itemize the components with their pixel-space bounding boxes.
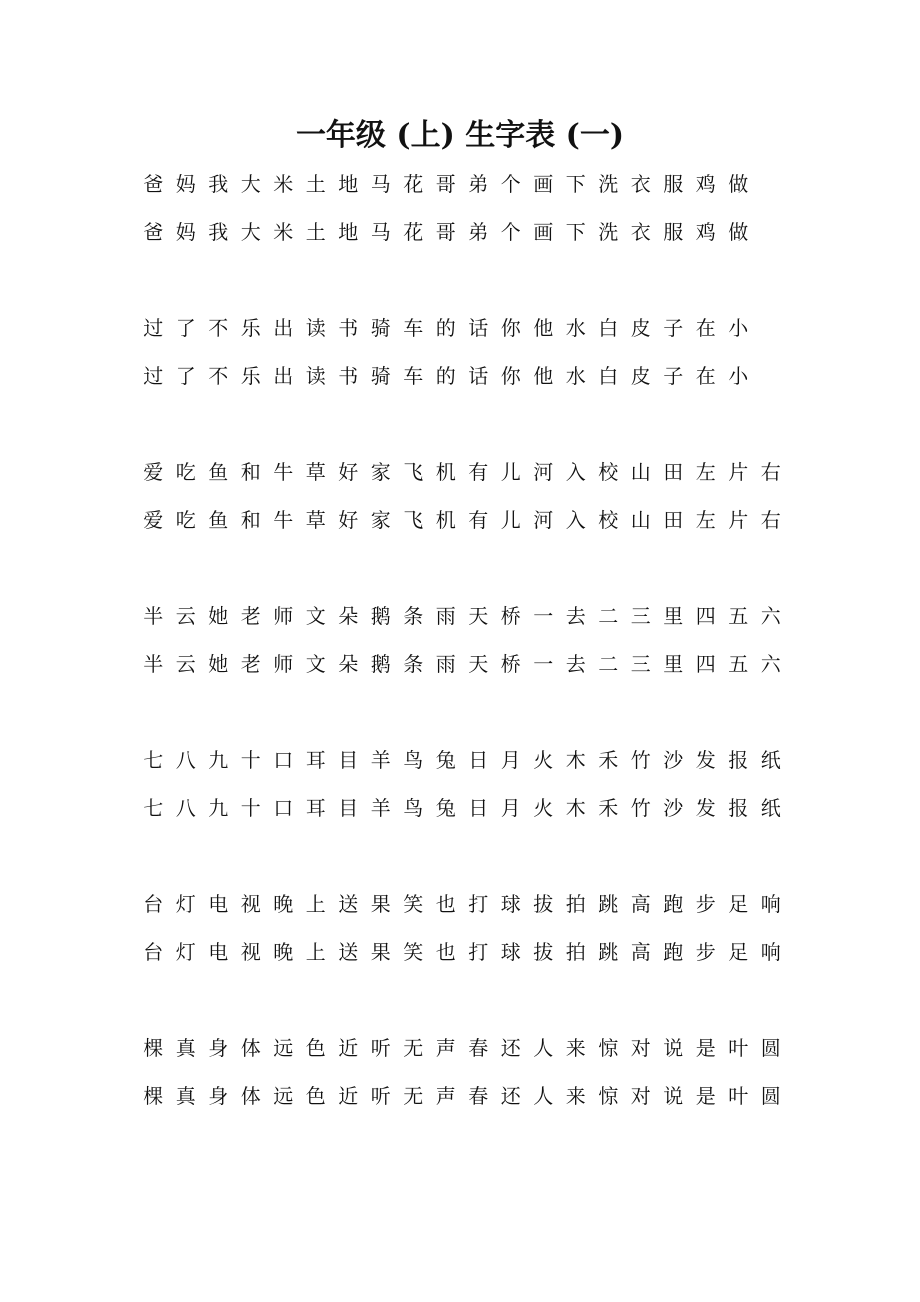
- character: 跳: [598, 892, 619, 916]
- character: 视: [240, 892, 261, 916]
- character-row: [137, 600, 787, 632]
- character-row: [137, 1032, 787, 1064]
- character: 声: [435, 1084, 456, 1108]
- character: 晚: [273, 940, 294, 964]
- character: 和: [240, 460, 261, 484]
- character: 骑: [370, 364, 391, 388]
- character: 打: [468, 892, 489, 916]
- character: 爱: [143, 460, 164, 484]
- character: 沙: [663, 748, 684, 772]
- character: 真: [175, 1036, 196, 1060]
- character: 打: [468, 940, 489, 964]
- character: 还: [500, 1036, 521, 1060]
- character: 水: [565, 316, 586, 340]
- character: 出: [273, 364, 294, 388]
- character: 兔: [435, 748, 456, 772]
- character: 四: [695, 604, 716, 628]
- character: 目: [338, 748, 359, 772]
- character: 读: [305, 364, 326, 388]
- character: 草: [305, 460, 326, 484]
- character: 过: [143, 316, 164, 340]
- character: 大: [240, 172, 261, 196]
- character: 五: [728, 604, 749, 628]
- character: 步: [695, 892, 716, 916]
- character: 身: [208, 1036, 229, 1060]
- character: 不: [208, 364, 229, 388]
- character: 过: [143, 364, 164, 388]
- character: 一: [533, 604, 554, 628]
- character: 话: [468, 316, 489, 340]
- character: 里: [663, 604, 684, 628]
- character: 爱: [143, 508, 164, 532]
- character: 你: [500, 364, 521, 388]
- character: 好: [338, 460, 359, 484]
- character: 禾: [598, 748, 619, 772]
- character: 身: [208, 1084, 229, 1108]
- character: 灯: [175, 892, 196, 916]
- character: 视: [240, 940, 261, 964]
- character: 春: [468, 1036, 489, 1060]
- character-table: [137, 168, 787, 1176]
- character: 纸: [760, 796, 781, 820]
- character: 哥: [435, 220, 456, 244]
- character: 鱼: [208, 460, 229, 484]
- character: 晚: [273, 892, 294, 916]
- character: 入: [565, 508, 586, 532]
- character: 他: [533, 364, 554, 388]
- character: 个: [500, 172, 521, 196]
- character: 田: [663, 460, 684, 484]
- character: 电: [208, 892, 229, 916]
- character: 声: [435, 1036, 456, 1060]
- character: 报: [728, 748, 749, 772]
- character: 来: [565, 1036, 586, 1060]
- character: 球: [500, 892, 521, 916]
- character: 六: [760, 652, 781, 676]
- character: 色: [305, 1036, 326, 1060]
- character: 不: [208, 316, 229, 340]
- character: 洗: [598, 172, 619, 196]
- character-group: [137, 1032, 787, 1129]
- character: 弟: [468, 220, 489, 244]
- character: 花: [403, 220, 424, 244]
- character: 叶: [728, 1036, 749, 1060]
- character-group: [137, 600, 787, 697]
- character: 马: [370, 220, 391, 244]
- character: 在: [695, 364, 716, 388]
- character: 做: [728, 172, 749, 196]
- character: 的: [435, 364, 456, 388]
- character-row: [137, 936, 787, 968]
- character: 吃: [175, 508, 196, 532]
- character: 河: [533, 508, 554, 532]
- character-row: [137, 216, 787, 248]
- character: 入: [565, 460, 586, 484]
- character-row: [137, 744, 787, 776]
- character: 皮: [630, 316, 651, 340]
- character: 雨: [435, 604, 456, 628]
- character: 鸡: [695, 220, 716, 244]
- character: 笑: [403, 892, 424, 916]
- character: 你: [500, 316, 521, 340]
- character: 机: [435, 460, 456, 484]
- character: 校: [598, 460, 619, 484]
- character: 飞: [403, 460, 424, 484]
- character: 地: [338, 172, 359, 196]
- character: 地: [338, 220, 359, 244]
- character: 竹: [630, 748, 651, 772]
- character: 话: [468, 364, 489, 388]
- character: 足: [728, 892, 749, 916]
- page-title: 一年级 (上) 生字表 (一): [295, 118, 625, 153]
- character: 听: [370, 1036, 391, 1060]
- character: 衣: [630, 172, 651, 196]
- character: 远: [273, 1036, 294, 1060]
- character: 她: [208, 652, 229, 676]
- character: 右: [760, 508, 781, 532]
- character: 桥: [500, 652, 521, 676]
- character: 三: [630, 652, 651, 676]
- character: 八: [175, 796, 196, 820]
- character: 和: [240, 508, 261, 532]
- character: 人: [533, 1084, 554, 1108]
- character: 十: [240, 796, 261, 820]
- character: 好: [338, 508, 359, 532]
- character: 哥: [435, 172, 456, 196]
- character: 山: [630, 508, 651, 532]
- character: 是: [695, 1036, 716, 1060]
- character: 火: [533, 796, 554, 820]
- character: 我: [208, 172, 229, 196]
- character: 有: [468, 508, 489, 532]
- character: 鱼: [208, 508, 229, 532]
- character-group: [137, 456, 787, 553]
- character: 是: [695, 1084, 716, 1108]
- character-row: [137, 312, 787, 344]
- character: 飞: [403, 508, 424, 532]
- character: 鹅: [370, 652, 391, 676]
- character: 乐: [240, 364, 261, 388]
- character: 米: [273, 172, 294, 196]
- character-group: [137, 312, 787, 409]
- character: 左: [695, 460, 716, 484]
- character: 右: [760, 460, 781, 484]
- character: 色: [305, 1084, 326, 1108]
- character: 车: [403, 364, 424, 388]
- character: 服: [663, 172, 684, 196]
- character: 目: [338, 796, 359, 820]
- character-row: [137, 168, 787, 200]
- character: 吃: [175, 460, 196, 484]
- character: 了: [175, 316, 196, 340]
- character-group: [137, 168, 787, 265]
- character: 日: [468, 796, 489, 820]
- character: 圆: [760, 1036, 781, 1060]
- character: 去: [565, 652, 586, 676]
- character: 画: [533, 172, 554, 196]
- character: 鸟: [403, 748, 424, 772]
- character: 纸: [760, 748, 781, 772]
- character: 片: [728, 460, 749, 484]
- character: 台: [143, 940, 164, 964]
- character: 也: [435, 940, 456, 964]
- character: 云: [175, 652, 196, 676]
- character: 说: [663, 1036, 684, 1060]
- character: 他: [533, 316, 554, 340]
- character: 无: [403, 1084, 424, 1108]
- character: 九: [208, 796, 229, 820]
- character: 说: [663, 1084, 684, 1108]
- character: 半: [143, 652, 164, 676]
- character: 三: [630, 604, 651, 628]
- character: 也: [435, 892, 456, 916]
- character: 有: [468, 460, 489, 484]
- character: 牛: [273, 460, 294, 484]
- character: 八: [175, 748, 196, 772]
- character: 月: [500, 748, 521, 772]
- character: 体: [240, 1036, 261, 1060]
- character: 条: [403, 652, 424, 676]
- character: 口: [273, 796, 294, 820]
- character: 发: [695, 796, 716, 820]
- character: 日: [468, 748, 489, 772]
- character: 田: [663, 508, 684, 532]
- character: 儿: [500, 460, 521, 484]
- character: 云: [175, 604, 196, 628]
- character: 上: [305, 940, 326, 964]
- character: 羊: [370, 796, 391, 820]
- character: 发: [695, 748, 716, 772]
- character: 木: [565, 748, 586, 772]
- character: 小: [728, 316, 749, 340]
- character: 车: [403, 316, 424, 340]
- character: 对: [630, 1036, 651, 1060]
- character: 跳: [598, 940, 619, 964]
- character: 土: [305, 220, 326, 244]
- character: 文: [305, 652, 326, 676]
- character: 步: [695, 940, 716, 964]
- character: 朵: [338, 652, 359, 676]
- character-row: [137, 888, 787, 920]
- character: 山: [630, 460, 651, 484]
- character: 棵: [143, 1084, 164, 1108]
- character: 天: [468, 604, 489, 628]
- character: 跑: [663, 892, 684, 916]
- character: 耳: [305, 796, 326, 820]
- character: 九: [208, 748, 229, 772]
- character: 报: [728, 796, 749, 820]
- character-row: [137, 792, 787, 824]
- character: 来: [565, 1084, 586, 1108]
- character: 台: [143, 892, 164, 916]
- character: 沙: [663, 796, 684, 820]
- character: 响: [760, 940, 781, 964]
- character: 的: [435, 316, 456, 340]
- character: 妈: [175, 172, 196, 196]
- character: 书: [338, 364, 359, 388]
- character: 老: [240, 604, 261, 628]
- character: 木: [565, 796, 586, 820]
- character: 听: [370, 1084, 391, 1108]
- character: 水: [565, 364, 586, 388]
- character-row: [137, 504, 787, 536]
- character: 一: [533, 652, 554, 676]
- character: 米: [273, 220, 294, 244]
- character: 五: [728, 652, 749, 676]
- character: 在: [695, 316, 716, 340]
- character: 灯: [175, 940, 196, 964]
- character: 笑: [403, 940, 424, 964]
- character: 电: [208, 940, 229, 964]
- character: 真: [175, 1084, 196, 1108]
- character: 老: [240, 652, 261, 676]
- character: 近: [338, 1036, 359, 1060]
- character: 果: [370, 940, 391, 964]
- character: 我: [208, 220, 229, 244]
- character: 拍: [565, 940, 586, 964]
- character: 月: [500, 796, 521, 820]
- character: 师: [273, 652, 294, 676]
- character: 火: [533, 748, 554, 772]
- character: 白: [598, 364, 619, 388]
- character: 六: [760, 604, 781, 628]
- character: 服: [663, 220, 684, 244]
- character: 拔: [533, 892, 554, 916]
- character: 个: [500, 220, 521, 244]
- character: 上: [305, 892, 326, 916]
- character-group: [137, 744, 787, 841]
- character: 片: [728, 508, 749, 532]
- character: 拍: [565, 892, 586, 916]
- character: 高: [630, 892, 651, 916]
- character: 球: [500, 940, 521, 964]
- character: 送: [338, 940, 359, 964]
- character: 里: [663, 652, 684, 676]
- character: 条: [403, 604, 424, 628]
- character: 花: [403, 172, 424, 196]
- character: 子: [663, 364, 684, 388]
- character: 马: [370, 172, 391, 196]
- character: 读: [305, 316, 326, 340]
- character-row: [137, 648, 787, 680]
- character: 文: [305, 604, 326, 628]
- character: 圆: [760, 1084, 781, 1108]
- character: 果: [370, 892, 391, 916]
- character: 春: [468, 1084, 489, 1108]
- character: 家: [370, 508, 391, 532]
- character: 爸: [143, 220, 164, 244]
- character: 草: [305, 508, 326, 532]
- character: 小: [728, 364, 749, 388]
- character: 惊: [598, 1036, 619, 1060]
- character: 对: [630, 1084, 651, 1108]
- character: 出: [273, 316, 294, 340]
- character: 白: [598, 316, 619, 340]
- character: 妈: [175, 220, 196, 244]
- character: 做: [728, 220, 749, 244]
- character: 校: [598, 508, 619, 532]
- character-row: [137, 360, 787, 392]
- character: 近: [338, 1084, 359, 1108]
- character: 拔: [533, 940, 554, 964]
- character: 送: [338, 892, 359, 916]
- character: 耳: [305, 748, 326, 772]
- character: 远: [273, 1084, 294, 1108]
- character-row: [137, 1080, 787, 1112]
- character: 惊: [598, 1084, 619, 1108]
- character: 机: [435, 508, 456, 532]
- character: 下: [565, 172, 586, 196]
- character: 皮: [630, 364, 651, 388]
- character: 无: [403, 1036, 424, 1060]
- character: 十: [240, 748, 261, 772]
- character: 禾: [598, 796, 619, 820]
- character: 足: [728, 940, 749, 964]
- character: 儿: [500, 508, 521, 532]
- character: 鹅: [370, 604, 391, 628]
- character: 土: [305, 172, 326, 196]
- character: 家: [370, 460, 391, 484]
- character: 响: [760, 892, 781, 916]
- character: 竹: [630, 796, 651, 820]
- character: 子: [663, 316, 684, 340]
- character: 二: [598, 604, 619, 628]
- character: 半: [143, 604, 164, 628]
- character: 鸟: [403, 796, 424, 820]
- character: 天: [468, 652, 489, 676]
- character: 七: [143, 796, 164, 820]
- character: 口: [273, 748, 294, 772]
- character: 爸: [143, 172, 164, 196]
- character: 左: [695, 508, 716, 532]
- character: 了: [175, 364, 196, 388]
- character: 二: [598, 652, 619, 676]
- character: 她: [208, 604, 229, 628]
- character: 书: [338, 316, 359, 340]
- character: 乐: [240, 316, 261, 340]
- character: 骑: [370, 316, 391, 340]
- character: 叶: [728, 1084, 749, 1108]
- character: 下: [565, 220, 586, 244]
- character: 衣: [630, 220, 651, 244]
- character: 画: [533, 220, 554, 244]
- character: 棵: [143, 1036, 164, 1060]
- character: 弟: [468, 172, 489, 196]
- character: 跑: [663, 940, 684, 964]
- character: 大: [240, 220, 261, 244]
- character: 牛: [273, 508, 294, 532]
- character-row: [137, 456, 787, 488]
- character-group: [137, 888, 787, 985]
- character: 去: [565, 604, 586, 628]
- character: 还: [500, 1084, 521, 1108]
- character: 朵: [338, 604, 359, 628]
- character: 羊: [370, 748, 391, 772]
- character: 桥: [500, 604, 521, 628]
- character: 人: [533, 1036, 554, 1060]
- character: 洗: [598, 220, 619, 244]
- character: 高: [630, 940, 651, 964]
- character: 河: [533, 460, 554, 484]
- character: 七: [143, 748, 164, 772]
- character: 雨: [435, 652, 456, 676]
- character: 师: [273, 604, 294, 628]
- character: 体: [240, 1084, 261, 1108]
- character: 四: [695, 652, 716, 676]
- character: 鸡: [695, 172, 716, 196]
- character: 兔: [435, 796, 456, 820]
